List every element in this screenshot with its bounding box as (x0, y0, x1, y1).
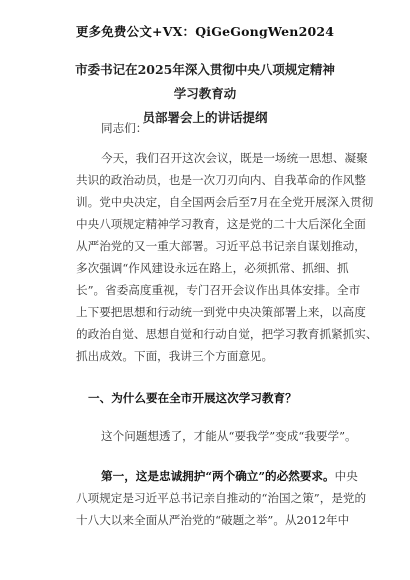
section-intro: 这个问题想透了，才能从“要我学”变成“我要学”。 (101, 429, 357, 443)
section-heading: 一、为什么要在全市开展这次学习教育？ (88, 391, 297, 405)
paragraph-line: 十八大以来全面从严治党的“破题之举”。从2012年中 (76, 513, 350, 527)
paragraph-line: 长”。省委高度重视，专门召开会议作出具体安排。全市 (76, 283, 361, 297)
header-banner: 更多免费公文+VX：QiGeGongWen2024 (75, 24, 335, 39)
paragraph-line: 今天，我们召开这次会议，既是一场统一思想、凝聚 (101, 151, 368, 165)
paragraph-line: 从严治党的又一重大部署。习近平总书记亲自谋划推动， (76, 239, 366, 253)
point-text: 中央 (334, 469, 358, 483)
point-first-line (101, 466, 358, 486)
paragraph-line: 的政治自觉、思想自觉和行动自觉，把学习教育抓紧抓实、 (76, 327, 378, 341)
paragraph-line: 上下要把思想和行动统一到党中央决策部署上来，以高度 (76, 305, 366, 319)
title-line-1: 市委书记在2025年深入贯彻中央八项规定精神学习教育动 (75, 62, 335, 101)
paragraph-line: 中央八项规定精神学习教育，这是党的二十大后深化全面 (76, 217, 366, 231)
salutation: 同志们： (101, 121, 148, 135)
paragraph-line: 多次强调“作风建设永远在路上，必须抓常、抓细、抓 (76, 261, 349, 275)
paragraph-line: 共识的政治动员，也是一次刀刃向内、自我革命的作风整 (76, 173, 366, 187)
point-label: 第一，这是忠诚拥护“两个确立”的必然要求。 (101, 469, 335, 483)
title-line-2: 员部署会上的讲话提纲 (142, 110, 268, 125)
paragraph-line: 训。党中央决定，自全国两会后至7月在全党开展深入贯彻 (76, 195, 374, 209)
paragraph-line: 八项规定是习近平总书记亲自推动的“治国之策”，是党的 (76, 491, 367, 505)
paragraph-line: 抓出成效。下面，我讲三个方面意见。 (76, 349, 274, 363)
